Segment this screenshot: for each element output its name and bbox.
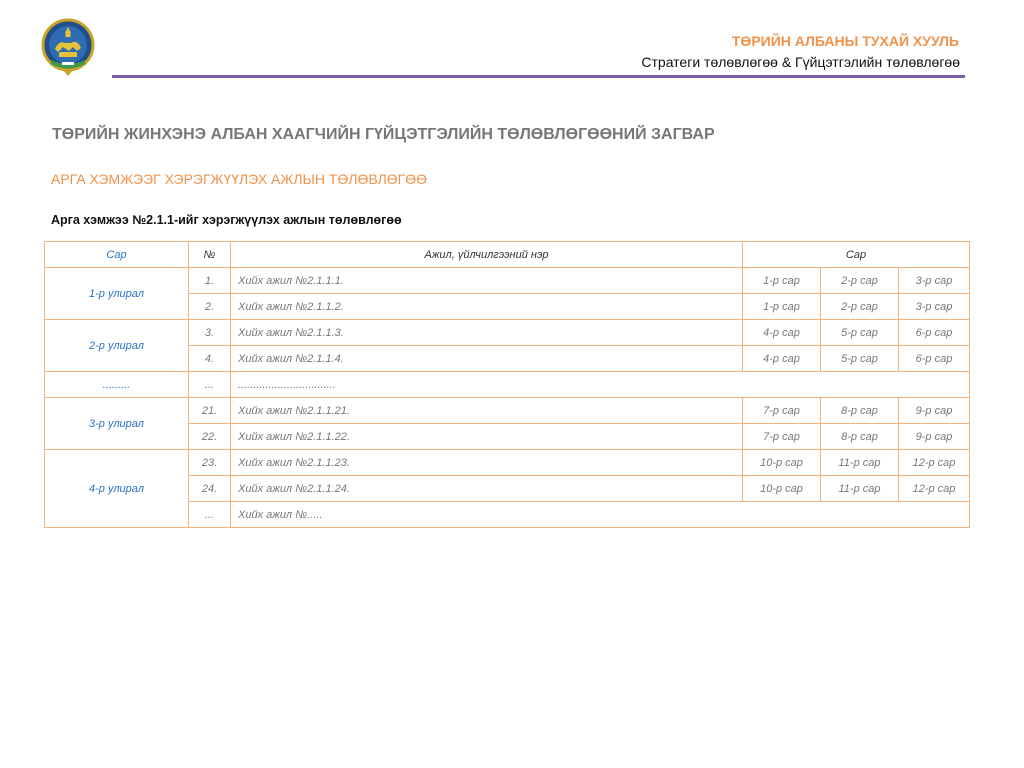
month-cell: 2-р сар — [821, 268, 899, 294]
table-row — [45, 450, 970, 476]
task-name: Хийх ажил №2.1.1.2. — [231, 294, 743, 320]
month-cell: 12-р сар — [899, 450, 970, 476]
row-number: ... — [189, 502, 231, 528]
month-cell: 11-р сар — [821, 450, 899, 476]
section-title: АРГА ХЭМЖЭЭГ ХЭРЭГЖҮҮЛЭХ АЖЛЫН ТӨЛӨВЛӨГӨӨ — [51, 171, 428, 187]
number-column-header: № — [189, 242, 231, 268]
table-caption: Арга хэмжээ №2.1.1-ийг хэрэгжүүлэх ажлын төлөвлөгөө — [51, 213, 402, 227]
task-name: Хийх ажил №2.1.1.23. — [231, 450, 743, 476]
month-cell: 3-р сар — [899, 268, 970, 294]
row-number: 21. — [189, 398, 231, 424]
table-row — [45, 398, 970, 424]
row-number: 4. — [189, 346, 231, 372]
month-cell: 3-р сар — [899, 294, 970, 320]
quarter-label: 4-р улирал — [45, 450, 189, 528]
document-series-subtitle: Стратеги төлөвлөгөө & Гүйцэтгэлийн төлөвлөгөө — [641, 54, 960, 70]
table-header-row — [45, 242, 970, 268]
month-cell: 12-р сар — [899, 476, 970, 502]
period-column-header: Сар — [45, 242, 189, 268]
row-number: 3. — [189, 320, 231, 346]
task-name: Хийх ажил №2.1.1.22. — [231, 424, 743, 450]
row-number: 23. — [189, 450, 231, 476]
quarter-label: 1-р улирал — [45, 268, 189, 320]
month-cell: 4-р сар — [743, 320, 821, 346]
task-name: Хийх ажил №2.1.1.24. — [231, 476, 743, 502]
task-name: Хийх ажил №2.1.1.4. — [231, 346, 743, 372]
header-divider — [112, 75, 965, 78]
month-cell: 5-р сар — [821, 346, 899, 372]
month-cell: 2-р сар — [821, 294, 899, 320]
row-number: 2. — [189, 294, 231, 320]
document-series-title: ТӨРИЙН АЛБАНЫ ТУХАЙ ХУУЛЬ — [731, 33, 959, 49]
month-cell: 11-р сар — [821, 476, 899, 502]
month-cell: 1-р сар — [743, 268, 821, 294]
month-cell: 4-р сар — [743, 346, 821, 372]
quarter-label: 3-р улирал — [45, 398, 189, 450]
task-name: Хийх ажил №..... — [231, 502, 970, 528]
month-cell: 10-р сар — [743, 476, 821, 502]
task-name: Хийх ажил №2.1.1.3. — [231, 320, 743, 346]
row-number: 1. — [189, 268, 231, 294]
state-emblem-icon — [41, 18, 95, 78]
quarter-label: 2-р улирал — [45, 320, 189, 372]
task-name: Хийх ажил №2.1.1.1. — [231, 268, 743, 294]
task-name: ................................ — [231, 372, 970, 398]
month-cell: 10-р сар — [743, 450, 821, 476]
table-row — [45, 372, 970, 398]
month-cell: 7-р сар — [743, 398, 821, 424]
task-column-header: Ажил, үйлчилгээний нэр — [231, 242, 743, 268]
month-cell: 6-р сар — [899, 346, 970, 372]
month-cell: 8-р сар — [821, 424, 899, 450]
month-cell: 7-р сар — [743, 424, 821, 450]
quarter-label: ......... — [45, 372, 189, 398]
work-plan-table — [44, 241, 970, 528]
month-cell: 8-р сар — [821, 398, 899, 424]
month-cell: 5-р сар — [821, 320, 899, 346]
month-cell: 6-р сар — [899, 320, 970, 346]
table-row — [45, 268, 970, 294]
months-column-header: Сар — [743, 242, 970, 268]
month-cell: 9-р сар — [899, 424, 970, 450]
month-cell: 9-р сар — [899, 398, 970, 424]
row-number: ... — [189, 372, 231, 398]
month-cell: 1-р сар — [743, 294, 821, 320]
task-name: Хийх ажил №2.1.1.21. — [231, 398, 743, 424]
row-number: 24. — [189, 476, 231, 502]
page-title: ТӨРИЙН ЖИНХЭНЭ АЛБАН ХААГЧИЙН ГҮЙЦЭТГЭЛИЙН ТӨЛӨВЛӨГӨӨНИЙ ЗАГВАР — [52, 126, 715, 143]
table-row — [45, 320, 970, 346]
row-number: 22. — [189, 424, 231, 450]
